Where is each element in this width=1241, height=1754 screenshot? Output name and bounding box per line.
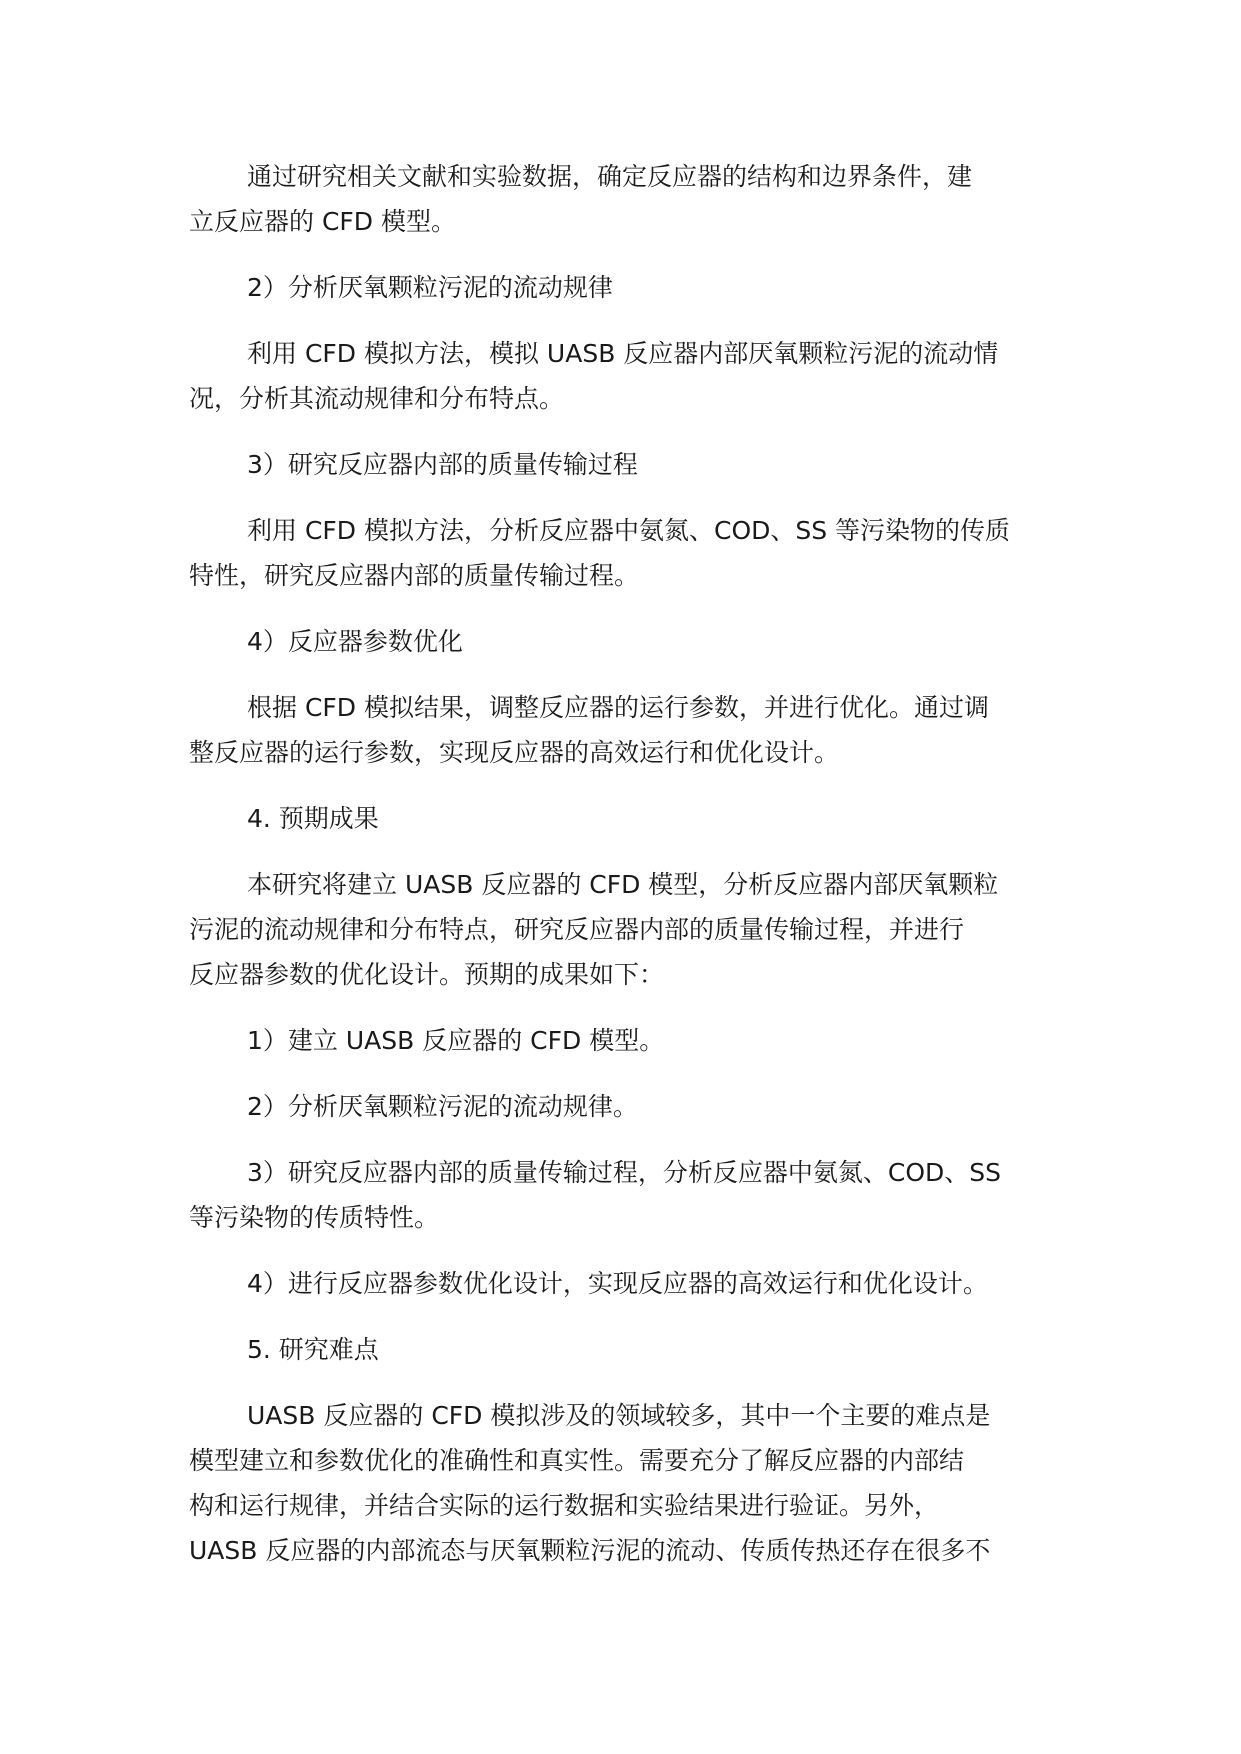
text-line: 4）进行反应器参数优化设计，实现反应器的高效运行和优化设计。 (247, 1269, 988, 1298)
paragraph-item-3 (189, 508, 1059, 598)
text-line: UASB 反应器的 CFD 模拟涉及的领域较多，其中一个主要的难点是 (247, 1401, 991, 1430)
text-line: 模型建立和参数优化的准确性和真实性。需要充分了解反应器的内部结 (189, 1446, 965, 1475)
paragraph-section-5 (189, 1393, 1059, 1573)
result-item-4 (189, 1261, 1059, 1306)
text-line: 整反应器的运行参数，实现反应器的高效运行和优化设计。 (189, 738, 840, 767)
heading-section-5 (189, 1327, 1059, 1372)
result-item-3 (189, 1150, 1059, 1240)
heading-item-2 (189, 265, 1059, 310)
text-line: 反应器参数的优化设计。预期的成果如下： (189, 960, 665, 989)
paragraph-intro-model (189, 154, 1059, 244)
heading-item-4 (189, 619, 1059, 664)
document-body (189, 154, 1059, 1594)
text-line: 根据 CFD 模拟结果，调整反应器的运行参数，并进行优化。通过调 (247, 693, 989, 722)
paragraph-section-4 (189, 862, 1059, 997)
paragraph-item-4 (189, 685, 1059, 775)
text-line: 况，分析其流动规律和分布特点。 (189, 384, 565, 413)
result-item-2 (189, 1084, 1059, 1129)
text-line: 本研究将建立 UASB 反应器的 CFD 模型，分析反应器内部厌氧颗粒 (247, 870, 999, 899)
paragraph-item-2 (189, 331, 1059, 421)
text-line: 等污染物的传质特性。 (189, 1203, 440, 1232)
text-line: 2）分析厌氧颗粒污泥的流动规律。 (247, 1092, 638, 1121)
text-line: 利用 CFD 模拟方法，分析反应器中氨氮、COD、SS 等污染物的传质 (247, 516, 1011, 545)
text-line: 3）研究反应器内部的质量传输过程 (247, 450, 638, 479)
heading-section-4 (189, 796, 1059, 841)
text-line: 污泥的流动规律和分布特点，研究反应器内部的质量传输过程，并进行 (189, 915, 965, 944)
text-line: 立反应器的 CFD 模型。 (189, 207, 456, 236)
text-line: 4）反应器参数优化 (247, 627, 463, 656)
heading-item-3 (189, 442, 1059, 487)
text-line: 1）建立 UASB 反应器的 CFD 模型。 (247, 1026, 665, 1055)
text-line: 3）研究反应器内部的质量传输过程，分析反应器中氨氮、COD、SS (247, 1158, 1002, 1187)
text-line: 利用 CFD 模拟方法，模拟 UASB 反应器内部厌氧颗粒污泥的流动情 (247, 339, 999, 368)
text-line: 5. 研究难点 (247, 1335, 379, 1364)
text-line: 特性，研究反应器内部的质量传输过程。 (189, 561, 640, 590)
text-line: UASB 反应器的内部流态与厌氧颗粒污泥的流动、传质传热还存在很多不 (189, 1536, 991, 1565)
result-item-1 (189, 1018, 1059, 1063)
text-line: 通过研究相关文献和实验数据，确定反应器的结构和边界条件，建 (247, 162, 973, 191)
text-line: 构和运行规律，并结合实际的运行数据和实验结果进行验证。另外， (189, 1491, 940, 1520)
text-line: 2）分析厌氧颗粒污泥的流动规律 (247, 273, 613, 302)
text-line: 4. 预期成果 (247, 804, 379, 833)
